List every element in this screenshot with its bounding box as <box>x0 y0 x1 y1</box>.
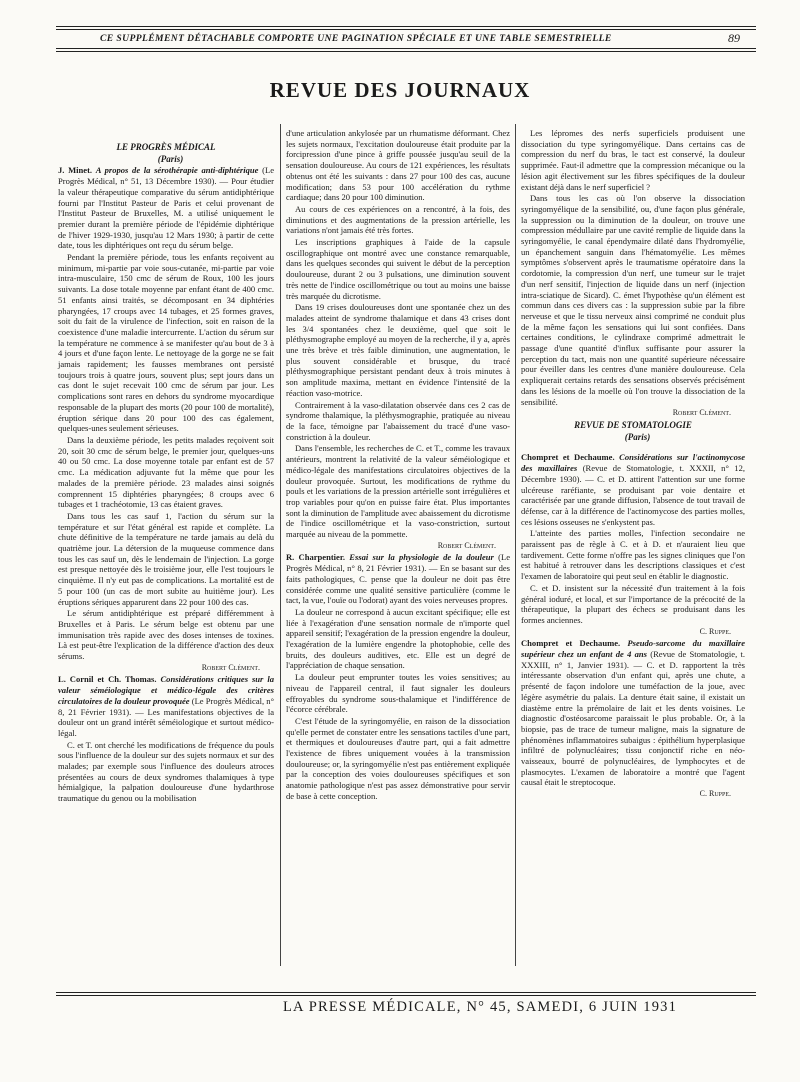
paragraph: Dans la deuxième période, les petits malades reçoivent soit 20, soit 30 cmc de sérum belge, le premier jour, quelques-uns 40 ou 50 cmc. La dose moyenne totale par enfant est de 57 cmc. La médication adjuvante fut la même que pour les malades de la première période. 23 malades ainsi soignés comprennent 15 diphtéries pharyngées; 8 croups avec 6 tubages et 1 trachéotomie, 13 cas étaient graves. <box>58 434 274 510</box>
paragraph: Les inscriptions graphiques à l'aide de la capsule oscillographique ont montré avec une constance remarquable, dans les quelques secondes qui suivent le début de la perception douloureuse, durant 2 ou 3 pulsations, une diminution souvent très nette de l'indice oscillométrique ou tout au moins une baisse très marquée du dicrotisme. <box>286 237 510 301</box>
paragraph: C. et T. ont cherché les modifications de fréquence du pouls sous l'influence de la douleur sur des sujets normaux et sur des malades; par exemple sous l'influence des douleurs atroces présentées au cours de deux syndromes thalamiques à type hémialgique, la palpation douloureuse d'une hydarthrose traumatique du genou ou la mobilisation <box>58 739 274 804</box>
paragraph: Dans l'ensemble, les recherches de C. et T., comme les travaux antérieurs, montrent la relativité de la valeur séméiologique et médico-légale des manifestations circulatoires objectives de la douleur provoquée. Surtout, les modifications de rythme du pouls et les variations de la pression artérielle sont irrégulières et trop variables pour qu'on en puisse faire état. Plus importantes sont la diminution de l'amplitude avec abaissement du dicrotisme de l'indice oscillométrique et la vaso-constriction, surtout marquée au niveau de la pommette. <box>286 443 510 540</box>
signature: C. Ruppe. <box>699 789 731 799</box>
signature: Robert Clément. <box>672 408 731 418</box>
article-title: A propos de la sérothérapie anti-diphtérique <box>95 165 259 176</box>
article-title: Considérations sur l'actinomycose des maxillaires <box>521 452 745 474</box>
article-intro <box>286 552 510 606</box>
article-author: R. Charpentier. <box>286 552 345 563</box>
footer-rule <box>56 992 756 993</box>
signature: Robert Clément. <box>437 540 496 550</box>
article-text: (Revue de Stomatologie, t. XXXII, n° 12, Décembre 1930). — C. et D. attirent l'attention sur une forme ulcéreuse raréfiante, se produisant par voie dentaire et caractérisée par une grande diffusion, l'absence de tout travail de défense, car à la différence de l'actinomycose des parties molles, ces lésions osseuses ne s'enkystent pas. <box>521 463 745 527</box>
paragraph: Le sérum antidiphtérique est préparé différemment à Bruxelles et à Paris. Le sérum belge est obtenu par une immunisation très rapide avec des doses intenses de toxines. Là est peut-être l'explication de la différence d'action des deux sérums. <box>58 608 274 662</box>
article-author: L. Cornil et Ch. Thomas. <box>58 674 157 685</box>
article-author: Chompret et Dechaume. <box>521 638 621 649</box>
article-text: (Le Progrès Médical, n° 8, 21 Février 1931). — Les manifestations objectives de la douleur ont un grand intérêt séméiologique et surtout médico-légal. <box>58 695 274 738</box>
paragraph: Dans 19 crises douloureuses dont une spontanée chez un des malades atteint de syndrome thalamique et dans 43 crises dont les 3/4 spontanées chez le deuxième, quel que soit le pléthysmographe employé au moyen de la recherche, il y a, après une très brève et très faible diminution, une augmentation, le plus souvent considérable et brusque, du tracé pléthysmographique persistant pendant deux à trois minutes à son amplitude maxima, mettant en évidence l'intensité de la réaction vaso-motrice. <box>286 302 510 398</box>
article-title: Essai sur la physiologie de la douleur <box>349 552 494 563</box>
article-intro <box>521 638 745 788</box>
article-title: Pseudo-sarcome du maxillaire supérieur chez un enfant de 4 ans <box>521 638 746 660</box>
column-2 <box>286 128 510 803</box>
paragraph: Dans tous les cas où l'on observe la dissociation syringomyélique de la sensibilité, ou, d'une façon plus générale, la suppression ou la diminution de la douleur, on trouve une compression médullaire par une cavité remplie de liquide dans la syringomyélie, le canal épendymaire dilaté dans l'hydromyélie, un épanchement sanguin dans l'hématomyélie. Les mêmes symptômes s'observent après le traumatisme opératoire dans la cordotomie, la compression d'un nerf, une tumeur sur le trajet d'un nerf sensitif, l'injection de liquide dans un nerf (injection intra-sciatique de Sicard). C. émet l'hypothèse qu'un élément est commun dans ces divers cas : la suppression subie par la fibre nerveuse et que le tissu nerveux ainsi comprimé ne conduit plus de la même façon les sensations qui lui sont confiées. Dans certaines conditions, le cylindraxe comprimé admettrait le passage d'une quantité d'influx suffisante pour assurer la perception du tact, mais non une quantité supérieure nécessaire pour éveiller dans les centres d'une manière douloureuse. Cela expliquerait certains retards des sensations observés précisément dans les lésions de la moelle où l'on trouve la dissociation de la sensibilité. <box>521 193 745 407</box>
section-city: (Paris) <box>624 431 651 442</box>
paragraph: La douleur peut emprunter toutes les voies sensitives; au niveau de l'appareil central, il faut signaler les douleurs effroyables du syndrome sous-thalamique et l'indifférence de l'écorce cérébrale. <box>286 672 510 715</box>
section-city: (Paris) <box>157 153 184 164</box>
paragraph: Dans tous les cas sauf 1, l'action du sérum sur la température et sur l'état général est rapide et complète. La chute définitive de la température ne tarde jamais au delà du quatrième jour. La détersion de la muqueuse commence dans tous les cas sauf un, dès le lendemain de l'injection. La gorge est presque nettoyée dès le troisième jour, elle l'est toujours le cinquième. Il n'y eut pas de complications. La mortalité est de 5 pour 100 (un cas de mort subite au huitième jour). Les éruptions sériques apparurent dans 22 pour 100 des cas. <box>58 510 274 607</box>
header-bottom-rule <box>56 48 756 49</box>
column-1 <box>58 128 274 805</box>
column-divider <box>515 124 516 966</box>
header-bottom-rule-inner <box>56 51 756 52</box>
page-header <box>56 33 756 49</box>
paragraph: d'une articulation ankylosée par un rhumatisme déformant. Chez les sujets normaux, l'excitation douloureuse était produite par la forcipression d'une pince à griffe poussée jusqu'au seuil de la sensation douloureuse. Au cours de 121 expériences, les résultats obtenus ont été les suivants : dans 27 pour 100 des cas, aucune modification; dans 53 pour 100 accélération du rythme cardiaque; dans 20 pour 100 diminution. <box>286 128 510 203</box>
article-title: Considérations critiques sur la valeur séméiologique et médico-légale des critères circulatoires de la douleur provoquée <box>58 674 274 706</box>
top-rule-inner <box>56 29 756 30</box>
paragraph: C. et D. insistent sur la nécessité d'un traitement à la fois général ioduré, et local, et sur l'importance de la précocité de la thérapeutique, la plupart des échecs se produisant dans les formes anciennes. <box>521 582 745 625</box>
section-title: LE PROGRÈS MÉDICAL <box>116 142 216 152</box>
footer-rule-inner <box>56 995 756 996</box>
page-number: 89 <box>728 31 740 45</box>
article-intro <box>521 452 745 527</box>
signature: Robert Clément. <box>201 662 260 672</box>
page-title: REVUE DES JOURNAUX <box>269 78 531 102</box>
paragraph: Les lépromes des nerfs superficiels produisent une dissociation du type syringomyélique. Dans certains cas de compression du nerf du bras, le tact est conservé, la douleur supprimée. Faut-il admettre que la compression mécanique ou la lésion agit électivement sur les fibres spécifiques de la douleur existant déjà dans le nerf superficiel ? <box>521 128 745 192</box>
signature: C. Ruppe. <box>699 626 731 636</box>
article-author: J. Minet. <box>58 165 93 176</box>
page-footer: LA PRESSE MÉDICALE, N° 45, SAMEDI, 6 JUIN 1931 <box>282 999 678 1015</box>
paragraph: La douleur ne correspond à aucun excitant spécifique; elle est liée à l'exagération d'une sensation normale de n'importe quel appareil sensitif; l'exagération de la pression engendre la douleur, l'exagération de la lumière engendre la photophobie, celle des bruits, des douleurs auditives, etc. Elle est un degré de l'appréciation de chaque sensation. <box>286 606 510 671</box>
article-intro <box>58 165 274 251</box>
paragraph: Au cours de ces expériences on a rencontré, à la fois, des diminutions et des augmentations de la pression artérielle, les variations n'ont jamais été très fortes. <box>286 203 510 236</box>
article-text: (Revue de Stomatologie, t. XXXIII, n° 1, Janvier 1931). — C. et D. rapportent la très intéressante observation d'un enfant qui, après une chute, a présenté de façon indolore une tuméfaction de la joue, avec légère asymétrie du palais. La denture était saine, il existait un diastème entre la prémolaire de lait et les dents voisines. Le diagnostic d'ostéosarcome paraissait le plus probable. Or, à la biopsie, pas de trace de tumeur maligne, mais la signature de phénomènes inflammatoires subaigus : épithélium hyperplasique infiltré de polynucléaires; tissu conjonctif riche en néo-vaisseaux, bourré de polynucléaires, de lymphocytes et de plasmocytes. L'examen de laboratoire a montré que l'agent causal était le streptocoque. <box>521 649 746 788</box>
section-title: REVUE DE STOMATOLOGIE <box>574 419 692 430</box>
paragraph: L'atteinte des parties molles, l'infection secondaire ne paraissent pas de règle à C. et à D. et n'auraient lieu que tardivement. Cette forme n'offre pas les signes cliniques que l'on est habitué à retrouver dans les descriptions classiques et c'est l'examen de laboratoire qui peut seul en établir le diagnostic. <box>521 528 745 582</box>
article-intro <box>58 674 274 738</box>
article-text: (Le Progrès Médical, n° 8, 21 Février 1931). — En se basant sur des faits pathologiques, C. pense que la douleur ne doit pas être considérée comme une qualité sensitive particulière (comme le tact, la vue, l'ouïe ou l'odorat) ayant des voies nerveuses propres. <box>286 552 511 606</box>
paragraph: Pendant la première période, tous les enfants reçoivent au minimum, mi-partie par voie sous-cutanée, mi-partie par voie intra-musculaire, 150 cmc de sérum de Roux, 100 les jours suivants. La dose totale moyenne par enfant étant de 400 cmc. 51 enfants ainsi traités, se décomposant en 34 diphtéries pharyngées, 17 croups avec 14 tubages, et 25 formes graves, soit du fait de la virulence de l'infection, soit en raison de la coexistence d'une maladie intercurrente. L'action du sérum sur la température ne commence à se manifester qu'au bout de 3 à 4 jours et d'une façon lente. Le nettoyage de la gorge ne se fait jamais rapidement; les fausses membranes ont persisté toujours trois à quatre jours, souvent plus; sept jours dans un cas dont le sujet recevait 100 cmc de sérum par jour. Les complications sont rares en dehors du syndrome myocardique responsable de la plupart des morts (20 pour 100 de mortalité), éruption sérique dans 20 pour 100 des cas également, quelques-unes seulement sérieuses. <box>58 252 274 434</box>
article-author: Chompret et Dechaume. <box>521 452 615 463</box>
header-banner: CE SUPPLÉMENT DÉTACHABLE COMPORTE UNE PAGINATION SPÉCIALE ET UNE TABLE SEMESTRIELLE <box>100 33 612 44</box>
column-divider <box>280 124 281 966</box>
paragraph: C'est l'étude de la syringomyélie, en raison de la dissociation qu'elle permet de constater entre les sensations tactiles d'une part, et thermiques et douloureuses d'autre part, qui a fait admettre l'existence de fibres uniquement vouées à la transmission douloureuse; or, la syringomyélie n'est pas entièrement expliquée par la conception des voies douloureuses spécifiques et son anatomie pathologique n'est pas assez démonstrative pour servir de base à cette conception. <box>286 715 510 801</box>
top-rule <box>56 26 756 27</box>
paragraph: Contrairement à la vaso-dilatation observée dans ces 2 cas de syndrome thalamique, la pléthysmographie, pratiquée au niveau de la face, témoigne par l'abaissement du tracé d'une vaso-constriction à la douleur. <box>286 399 510 442</box>
column-3 <box>521 128 745 801</box>
article-text: (Le Progrès Médical, n° 51, 13 Décembre 1930). — Pour étudier la valeur thérapeutique comparative du sérum antidiphtérique fourni par l'Institut Pasteur de Paris et celui provenant de l'Institut Pasteur de Bruxelles, M. a utilisé uniquement le premier durant la première période de l'épidémie diphtérique de l'hiver 1929-1930, jusqu'au 12 Mars 1930; à partir de cette date, tous les diphtériques ont reçu du sérum belge. <box>58 165 274 251</box>
